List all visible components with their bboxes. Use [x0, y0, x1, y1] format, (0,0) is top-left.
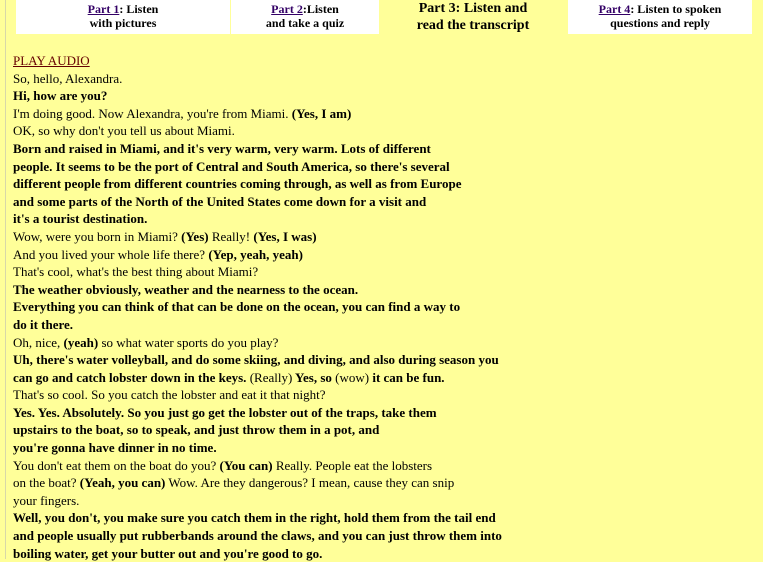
tab-part-3-current	[381, 0, 565, 34]
transcript-line	[13, 509, 753, 527]
play-audio-link[interactable]: PLAY AUDIO	[13, 53, 90, 68]
transcript-line	[13, 87, 753, 105]
tab-part-4-label: : Listen to spoken	[630, 2, 722, 16]
speaker-b-text: and some parts of the North of the United States come down for a visit and	[13, 193, 427, 209]
tab-part-2-label: :Listen	[302, 2, 339, 16]
speaker-b-text: it can be fun.	[369, 369, 445, 385]
speaker-a-text: Wow. Are they dangerous? I mean, cause they can snip	[165, 475, 455, 491]
transcript-line	[13, 70, 753, 88]
speaker-a-text: Oh, nice,	[13, 334, 64, 350]
transcript-line	[13, 105, 753, 123]
tab-part-1-label: : Listen	[119, 2, 159, 16]
speaker-b-text: Well, you don't, you make sure you catch them in the right, hold them from the tail end	[13, 510, 496, 526]
transcript-line	[13, 316, 753, 334]
transcript-line	[13, 527, 753, 545]
tab-bar	[0, 0, 763, 38]
speaker-a-text: Really!	[208, 228, 254, 244]
speaker-b-text: (Yep, yeah, yeah)	[208, 246, 303, 262]
transcript-line	[13, 263, 753, 281]
speaker-b-text: The weather obviously, weather and the nearness to the ocean.	[13, 281, 359, 297]
speaker-a-text: And you lived your whole life there?	[13, 246, 209, 262]
speaker-b-text: Born and raised in Miami, and it's very warm, very warm. Lots of different	[13, 140, 431, 156]
tab-part-1[interactable]	[16, 0, 230, 34]
transcript-line	[13, 210, 753, 228]
speaker-a-text: on the boat?	[13, 475, 80, 491]
speaker-b-text: Everything you can think of that can be done on the ocean, you can find a way to	[13, 299, 461, 315]
speaker-b-text: can go and catch lobster down in the keys.	[13, 369, 250, 385]
tab-part-4[interactable]	[568, 0, 752, 34]
speaker-b-text: and people usually put rubberbands around the claws, and you can just throw them into	[13, 528, 502, 544]
speaker-b-text: Uh, there's water volleyball, and do some skiing, and diving, and also during season you	[13, 352, 499, 368]
tab-part-4-subtitle: questions and reply	[610, 16, 710, 30]
speaker-a-text: (wow)	[335, 369, 370, 385]
speaker-b-text: you're gonna have dinner in no time.	[13, 440, 217, 456]
transcript-line	[13, 193, 753, 211]
transcript-line	[13, 369, 753, 387]
speaker-b-text: (Yes, I was)	[253, 228, 317, 244]
speaker-b-text: (Yeah, you can)	[79, 475, 166, 491]
tab-part-2-subtitle: and take a quiz	[265, 16, 345, 30]
speaker-b-text: (You can)	[219, 457, 273, 473]
speaker-b-text: (Yes, I am)	[291, 105, 352, 121]
speaker-b-text: it's a tourist destination.	[13, 211, 148, 227]
transcript-line	[13, 298, 753, 316]
speaker-a-text: Really. People eat the lobsters	[272, 457, 433, 473]
transcript-line	[13, 492, 753, 510]
speaker-a-text: (Really)	[249, 369, 293, 385]
tab-part-2[interactable]	[231, 0, 379, 34]
tab-part-1-link[interactable]: Part 1	[87, 2, 120, 16]
tab-part-1-subtitle: with pictures	[89, 16, 157, 30]
transcript-line	[13, 545, 753, 562]
transcript-line	[13, 228, 753, 246]
transcript-line	[13, 386, 753, 404]
speaker-b-text: boiling water, get your butter out and you're good to go.	[13, 545, 323, 561]
transcript-line	[13, 158, 753, 176]
transcript-line	[13, 439, 753, 457]
transcript-area	[13, 52, 753, 562]
transcript-line	[13, 351, 753, 369]
speaker-a-text: I'm doing good. Now Alexandra, you're from Miami.	[13, 105, 292, 121]
transcript-line	[13, 175, 753, 193]
speaker-a-text: your fingers.	[13, 492, 80, 508]
left-edge-rule	[5, 0, 6, 559]
tab-part-3-subtitle: read the transcript	[416, 18, 530, 33]
transcript-line	[13, 404, 753, 422]
speaker-b-text: Yes. Yes. Absolutely. So you just go get the lobster out of the traps, take them	[13, 404, 437, 420]
transcript-line	[13, 140, 753, 158]
speaker-b-text: Yes, so	[292, 369, 336, 385]
tab-part-4-link[interactable]: Part 4	[598, 2, 631, 16]
transcript-line	[13, 246, 753, 264]
speaker-a-text: So, hello, Alexandra.	[13, 70, 123, 86]
speaker-b-text: different people from different countries coming through, as well as from Europe	[13, 176, 462, 192]
speaker-a-text: You don't eat them on the boat do you?	[13, 457, 220, 473]
transcript-line	[13, 122, 753, 140]
transcript-line	[13, 281, 753, 299]
speaker-b-text: people. It seems to be the port of Central and South America, so there's several	[13, 158, 450, 174]
transcript-line	[13, 457, 753, 475]
speaker-a-text: Wow, were you born in Miami?	[13, 228, 182, 244]
transcript-line	[13, 421, 753, 439]
tab-part-3-label: Part 3: Listen and	[418, 1, 528, 16]
speaker-b-text: upstairs to the boat, so to speak, and just throw them in a pot, and	[13, 422, 380, 438]
speaker-b-text: do it there.	[13, 316, 74, 332]
speaker-b-text: Hi, how are you?	[13, 88, 108, 104]
transcript-lines	[13, 70, 753, 562]
transcript-line	[13, 474, 753, 492]
speaker-a-text: That's cool, what's the best thing about Miami?	[13, 264, 259, 280]
speaker-a-text: OK, so why don't you tell us about Miami.	[13, 123, 235, 139]
speaker-a-text: so what water sports do you play?	[98, 334, 279, 350]
speaker-b-text: (yeah)	[63, 334, 99, 350]
tab-part-2-link[interactable]: Part 2	[271, 2, 303, 16]
transcript-line	[13, 334, 753, 352]
speaker-a-text: That's so cool. So you catch the lobster and eat it that night?	[13, 387, 326, 403]
speaker-b-text: (Yes)	[181, 228, 209, 244]
